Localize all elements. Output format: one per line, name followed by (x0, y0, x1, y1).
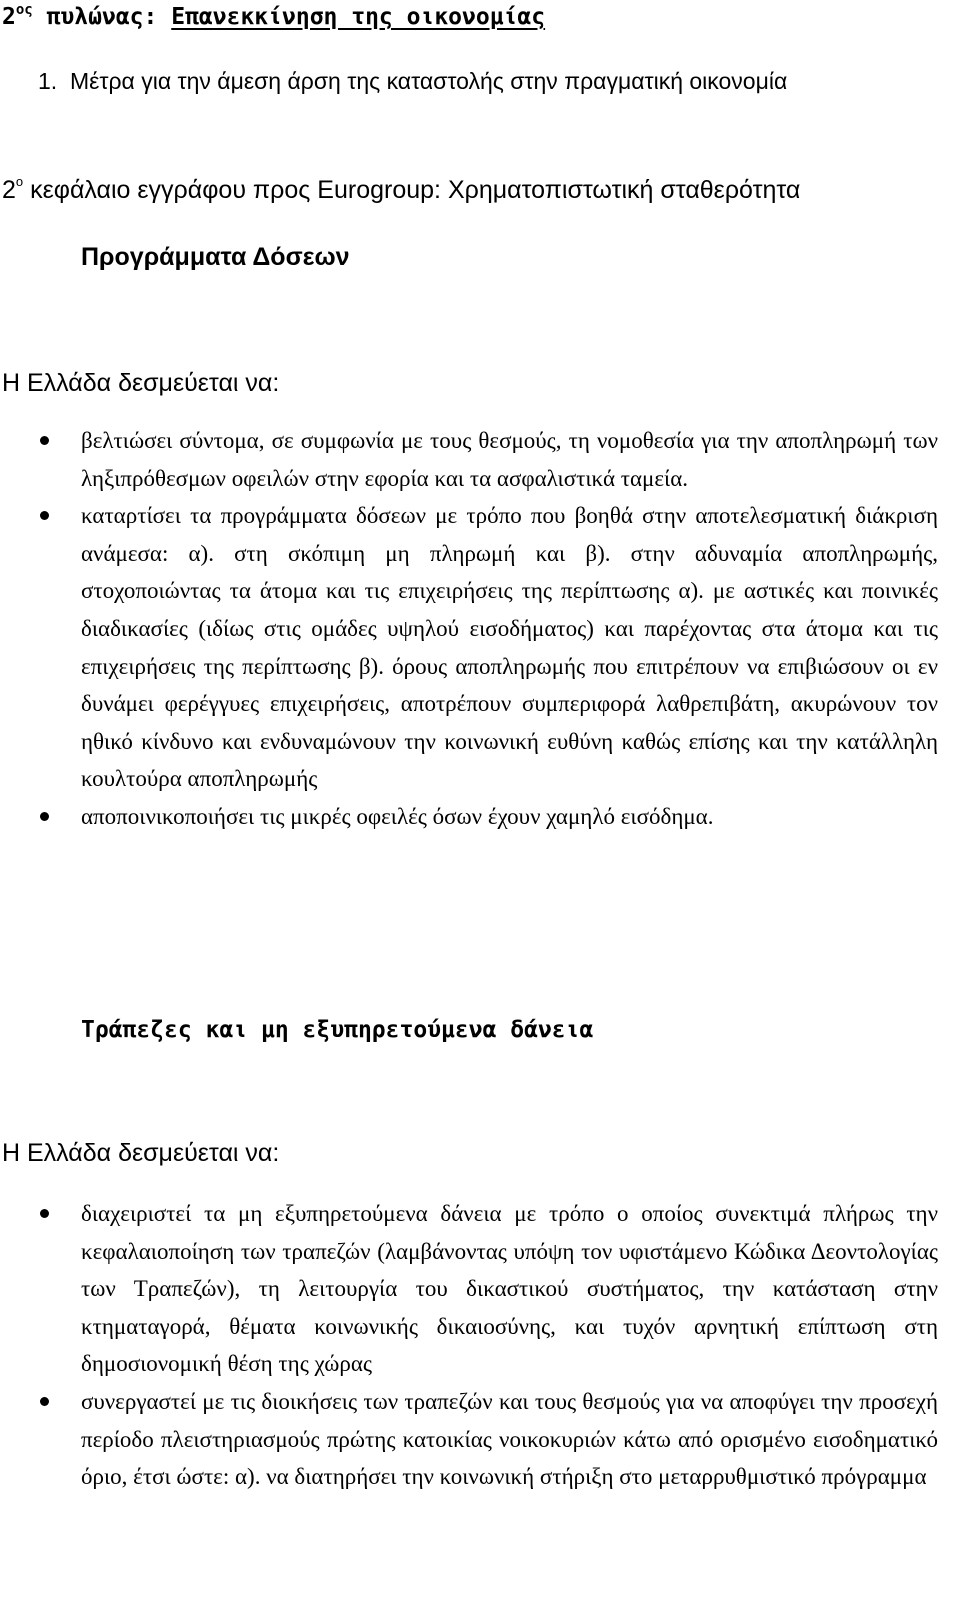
measure-text: Μέτρα για την άμεση άρση της καταστολής στην πραγματική οικονομία (69, 68, 788, 94)
chapter-text: κεφάλαιο εγγράφου προς Eurogroup: Χρηματοπιστωτική σταθερότητα (30, 176, 801, 204)
pillar-label: πυλώνας: (46, 4, 158, 30)
bullet-icon (40, 1209, 49, 1218)
measure-heading (38, 64, 787, 98)
pillar-number-suffix: ος (15, 2, 33, 18)
chapter-number: 2 (2, 176, 16, 204)
list-item (0, 798, 938, 836)
list-item-text: βελτιώσει σύντομα, σε συμφωνία με τους θεσμούς, τη νομοθεσία για την αποπληρωμή των ληξιπρόθεσμων οφειλών στην εφορία και τα ασφαλιστικά ταμεία. (81, 428, 938, 491)
pillar-title: Επανεκκίνηση της οικονομίας (171, 4, 546, 30)
list-item (0, 422, 938, 497)
pillar-heading (2, 0, 545, 34)
bullet-icon (40, 812, 49, 821)
list-item-text: διαχειριστεί τα μη εξυπηρετούμενα δάνεια με τρόπο ο οποίος συνεκτιμά πλήρως την κεφαλαιοποίηση των τραπεζών (λαμβάνοντας υπόψη τον υφιστάμενο Κώδικα Δεοντολογίας των Τραπεζών), τη λειτουργία του δικαστικού συστήματος, την κατάσταση στην κτηματαγορά, θέματα κοινωνικής δικαιοσύνης, και τυχόν αρνητική επίπτωση στη δημοσιονομική θέση της χώρας (81, 1201, 938, 1377)
chapter-number-suffix: ο (15, 174, 24, 189)
commitment-label-2: Η Ελλάδα δεσμεύεται να: (2, 1139, 280, 1167)
measure-number: 1. (38, 68, 58, 94)
list-item (0, 1195, 938, 1383)
bullet-icon (40, 1397, 49, 1406)
pillar-number: 2 (2, 4, 16, 30)
section-heading-banks: Τράπεζες και μη εξυπηρετούμενα δάνεια (81, 1017, 594, 1043)
bullet-icon (40, 436, 49, 445)
list-item-text: συνεργαστεί με τις διοικήσεις των τραπεζών και τους θεσμούς για να αποφύγει την προσεχή περίοδο πλειστηριασμούς πρώτης κατοικίας νοικοκυριών κάτω από ορισμένο εισοδηματικό όριο, έτσι ώστε: α). να διατηρήσει την κοινωνική στήριξη στο μεταρρυθμιστικό πρόγραμμα (81, 1388, 938, 1490)
commitment-label-1: Η Ελλάδα δεσμεύεται να: (2, 369, 280, 397)
commitment-list-2 (0, 1195, 938, 1496)
list-item-text: καταρτίσει τα προγράμματα δόσεων με τρόπο που βοηθά στην αποτελεσματική διάκριση ανάμεσα: α). στη σκόπιμη μη πληρωμή και β). στην αδυναμία αποπληρωμής, στοχοποιώντας τα άτομα και τις επιχειρήσεις της περίπτωσης α). με αστικές και ποινικές διαδικασίες (ιδίως στις ομάδες υψηλού εισοδήματος) και παρέχοντας στα άτομα και τις επιχειρήσεις της περίπτωσης β). όρους αποπληρωμής που επιτρέπουν να επιβιώσουν οι εν δυνάμει φερέγγυες επιχειρήσεις, αποτρέπουν συμπεριφορά λαθρεπιβάτη, ακυρώνουν τον ηθικό κίνδυνο και ενδυναμώνουν την κοινωνική ευθύνη καθώς επίσης και την κατάλληλη κουλτούρα αποπληρωμής (81, 503, 938, 792)
list-item-text: αποποινικοποιήσει τις μικρές οφειλές όσων έχουν χαμηλό εισόδημα. (81, 803, 714, 829)
commitment-list-1 (0, 422, 938, 836)
bullet-icon (40, 511, 49, 520)
list-item (0, 1383, 938, 1496)
section-heading-installments: Προγράμματα Δόσεων (81, 243, 350, 271)
list-item (0, 497, 938, 798)
chapter-heading (2, 173, 800, 207)
